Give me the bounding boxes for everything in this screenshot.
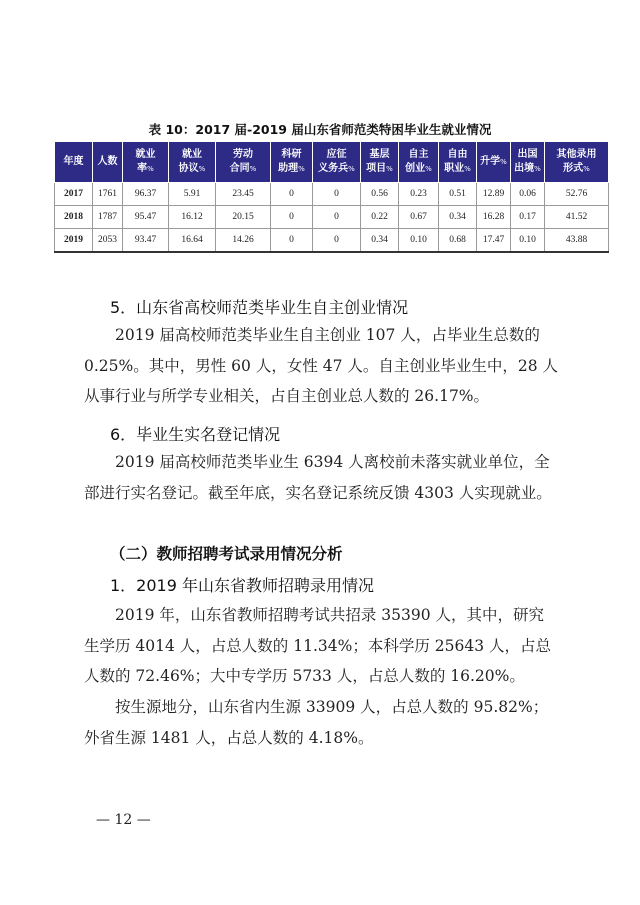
page-number: — 12 — — [96, 812, 151, 828]
column-header: 科研 助理% — [271, 142, 313, 183]
column-header: 劳动 合同% — [216, 142, 271, 183]
table-cell: 1761 — [93, 183, 123, 206]
section-6-paragraph: 2019 届高校师范类毕业生 6394 人离校前未落实就业单位，全部进行实名登记。截至年底，实名登记系统反馈 4303 人实现就业。 — [84, 453, 552, 502]
section-1-paragraph-2: 按生源地分，山东省内生源 33909 人，占总人数的 95.82%；外省生源 1481 人，占总人数的 4.18%。 — [84, 698, 549, 747]
section-5-paragraph: 2019 届高校师范类毕业生自主创业 107 人，占毕业生总数的 0.25%。其中，男性 60 人，女性 47 人。自主创业毕业生中，28 人从事行业与所学专业相关，占自主创业总人数的 26.17%。 — [84, 326, 559, 405]
table-cell: 0 — [271, 206, 313, 229]
table-cell: 2019 — [55, 229, 93, 253]
column-header: 出国 出境% — [511, 142, 545, 183]
table-cell: 0.68 — [439, 229, 477, 253]
column-header: 就业 率% — [123, 142, 169, 183]
column-header: 升学% — [477, 142, 511, 183]
table-cell: 93.47 — [123, 229, 169, 253]
table-cell: 16.64 — [169, 229, 216, 253]
part-2-heading: （二）教师招聘考试录用情况分析 — [110, 545, 343, 563]
section-6-heading: 6．毕业生实名登记情况 — [110, 425, 281, 444]
column-header: 应征 义务兵% — [313, 142, 361, 183]
table-cell: 0.56 — [361, 183, 399, 206]
table-cell: 2053 — [93, 229, 123, 253]
table-cell: 0.10 — [399, 229, 439, 253]
table-row — [55, 183, 609, 206]
table-cell: 16.12 — [169, 206, 216, 229]
table-cell: 2017 — [55, 183, 93, 206]
table-cell: 17.47 — [477, 229, 511, 253]
table-cell: 0.34 — [439, 206, 477, 229]
table-cell: 12.89 — [477, 183, 511, 206]
table-cell: 0.06 — [511, 183, 545, 206]
table-cell: 23.45 — [216, 183, 271, 206]
table-cell: 0.34 — [361, 229, 399, 253]
column-header: 基层 项目% — [361, 142, 399, 183]
table-cell: 41.52 — [545, 206, 609, 229]
table-row — [55, 206, 609, 229]
table-cell: 96.37 — [123, 183, 169, 206]
table-cell: 14.26 — [216, 229, 271, 253]
table-header-row — [55, 142, 609, 183]
table-cell: 43.88 — [545, 229, 609, 253]
table-cell: 1787 — [93, 206, 123, 229]
employment-table — [54, 141, 609, 253]
section-5-heading: 5．山东省高校师范类毕业生自主创业情况 — [110, 298, 409, 317]
section-1-paragraph-1: 2019 年，山东省教师招聘考试共招录 35390 人，其中，研究生学历 4014 人，占总人数的 11.34%；本科学历 25643 人，占总人数的 72.46%；大中专学历 5733 人，占总人数的 16.20%。 — [84, 606, 551, 685]
column-header: 自由 职业% — [439, 142, 477, 183]
table-cell: 0.23 — [399, 183, 439, 206]
column-header: 就业 协议% — [169, 142, 216, 183]
column-header: 年度 — [55, 142, 93, 183]
table-cell: 0.17 — [511, 206, 545, 229]
section-1-heading: 1．2019 年山东省教师招聘录用情况 — [110, 576, 374, 595]
column-header: 其他录用 形式% — [545, 142, 609, 183]
table-cell: 0.10 — [511, 229, 545, 253]
table-cell: 0 — [313, 183, 361, 206]
table-cell: 0.22 — [361, 206, 399, 229]
table-cell: 0 — [313, 229, 361, 253]
table-cell: 0.67 — [399, 206, 439, 229]
table-cell: 2018 — [55, 206, 93, 229]
table-cell: 16.28 — [477, 206, 511, 229]
table-cell: 0 — [313, 206, 361, 229]
table-cell: 5.91 — [169, 183, 216, 206]
table-cell: 0.51 — [439, 183, 477, 206]
table-cell: 20.15 — [216, 206, 271, 229]
table-row — [55, 229, 609, 253]
table-caption: 表 10：2017 届-2019 届山东省师范类特困毕业生就业情况 — [148, 122, 492, 137]
table-cell: 0 — [271, 183, 313, 206]
table-cell: 52.76 — [545, 183, 609, 206]
column-header: 自主 创业% — [399, 142, 439, 183]
table-cell: 0 — [271, 229, 313, 253]
table-cell: 95.47 — [123, 206, 169, 229]
column-header: 人数 — [93, 142, 123, 183]
table-body — [55, 183, 609, 253]
